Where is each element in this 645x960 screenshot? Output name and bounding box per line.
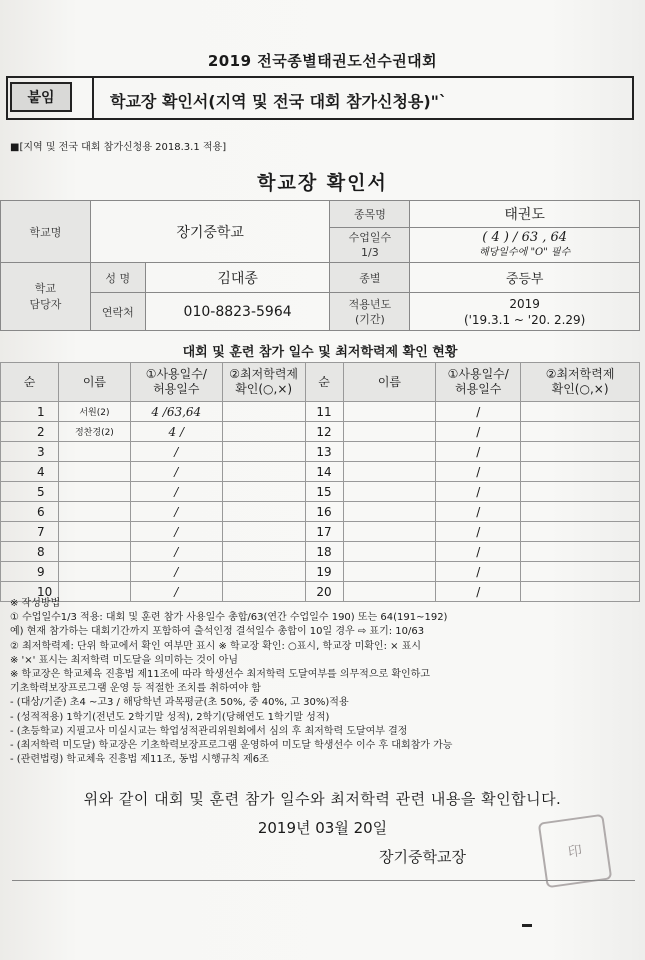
person-label-line2: 담당자	[29, 297, 62, 311]
row-days: /	[130, 482, 222, 502]
col-days-left	[130, 363, 222, 402]
row-check	[222, 562, 305, 582]
instruction-line: ※ 학교장은 학교체육 진흥법 제11조에 따라 학생선수 최저학력 도달여부를 의무적으로 확인하고	[10, 669, 430, 681]
days-value: ( 4 ) / 63 , 64	[482, 230, 568, 245]
row-name	[58, 562, 130, 582]
instruction-line: - (최저학력 미도달) 학교장은 기초학력보장프로그램 운영하여 미도달 학생선수 이수 후 대회참가 가능	[10, 740, 453, 752]
days-label	[330, 228, 410, 263]
scan-mark	[522, 924, 532, 927]
person-label	[1, 263, 91, 331]
row-days: /	[130, 462, 222, 482]
row-days: /	[130, 442, 222, 462]
col-days-line2: 허용일수	[455, 382, 502, 396]
row-number: 6	[1, 502, 59, 522]
row-number: 19	[305, 562, 343, 582]
school-name: 장기중학교	[90, 201, 330, 263]
instruction-line: 기초학력보장프로그램 운영 등 적절한 조치를 취하여야 함	[10, 683, 261, 695]
row-number: 13	[305, 442, 343, 462]
row-number: 2	[1, 422, 59, 442]
row-number: 3	[1, 442, 59, 462]
row-check	[521, 542, 640, 562]
row-name	[58, 522, 130, 542]
row-days: /	[436, 422, 521, 442]
row-number: 9	[1, 562, 59, 582]
school-label: 학교명	[1, 201, 91, 263]
row-days: /	[130, 502, 222, 522]
row-name	[343, 482, 436, 502]
row-days: /	[436, 582, 521, 602]
instruction-line: ※ '×' 표시는 최저학력 미도달을 의미하는 것이 아님	[10, 654, 239, 666]
table-row	[1, 442, 640, 462]
row-check	[521, 522, 640, 542]
contact-label: 연락처	[90, 293, 145, 331]
row-check	[222, 442, 305, 462]
row-number: 12	[305, 422, 343, 442]
official-seal-stamp: 印	[538, 814, 613, 889]
col-check-line1: ②최저학력제	[229, 367, 298, 381]
row-number: 1	[1, 402, 59, 422]
name-value: 김대종	[145, 263, 330, 293]
attachment-badge: 붙임	[10, 82, 72, 112]
col-name-left: 이름	[58, 363, 130, 402]
row-check	[521, 562, 640, 582]
row-days: /	[130, 522, 222, 542]
row-number: 10	[1, 582, 59, 602]
row-days: /	[436, 442, 521, 462]
row-name	[343, 522, 436, 542]
header-title: 학교장 확인서(지역 및 전국 대회 참가신청용)"`	[110, 92, 448, 111]
col-check-right	[521, 363, 640, 402]
header-divider	[92, 78, 94, 118]
row-number: 4	[1, 462, 59, 482]
info-table	[0, 200, 640, 331]
row-check	[222, 522, 305, 542]
row-check	[222, 502, 305, 522]
division-label: 종별	[330, 263, 410, 293]
event-label: 종목명	[330, 201, 410, 228]
instruction-line: - (성적적용) 1학기(전년도 2학기말 성적), 2학기(당해연도 1학기말 성적)	[10, 711, 330, 723]
row-number: 16	[305, 502, 343, 522]
year-value: 2019	[509, 296, 540, 311]
row-name	[58, 482, 130, 502]
division-value: 중등부	[410, 263, 640, 293]
row-days: /	[436, 562, 521, 582]
row-days: /	[436, 542, 521, 562]
days-cell	[410, 228, 640, 263]
col-check-left	[222, 363, 305, 402]
participation-rows	[1, 402, 640, 602]
row-check	[222, 482, 305, 502]
row-days: /	[436, 482, 521, 502]
confirmation-statement: 위와 같이 대회 및 훈련 참가 일수와 최저학력 관련 내용을 확인합니다.	[83, 790, 562, 808]
table-row	[1, 522, 640, 542]
col-check-line2: 확인(○,×)	[551, 382, 609, 396]
row-days: /	[436, 462, 521, 482]
table-row	[1, 422, 640, 442]
col-days-line1: ①사용일수/	[447, 367, 509, 381]
row-number: 14	[305, 462, 343, 482]
issue-date: 2019년 03월 20일	[257, 819, 388, 837]
row-number: 8	[1, 542, 59, 562]
days-note: 해당일수에 "O" 필수	[478, 247, 571, 258]
col-name-right: 이름	[343, 363, 436, 402]
row-number: 18	[305, 542, 343, 562]
event-title: 2019 전국종별태권도선수권대회	[207, 52, 438, 70]
year-label-line1: 적용년도	[348, 297, 392, 311]
contact-value: 010-8823-5964	[145, 293, 330, 331]
table-row	[1, 462, 640, 482]
row-name	[343, 502, 436, 522]
row-number: 20	[305, 582, 343, 602]
row-days: /	[130, 562, 222, 582]
principal-signature: 장기중학교장	[379, 848, 466, 866]
row-name	[343, 562, 436, 582]
row-check	[222, 402, 305, 422]
row-days: /	[130, 542, 222, 562]
row-check	[521, 402, 640, 422]
year-cell	[410, 293, 640, 331]
row-check	[521, 482, 640, 502]
document-title: 학교장 확인서	[257, 172, 388, 194]
row-name: 서원(2)	[58, 402, 130, 422]
row-name	[343, 402, 436, 422]
table-row	[1, 482, 640, 502]
year-label-line2: (기간)	[354, 312, 385, 326]
instruction-line: ② 최저학력제: 단위 학교에서 확인 여부만 표시 ※ 학교장 확인: ○표시, 학교장 미확인: × 표시	[10, 640, 422, 652]
row-number: 15	[305, 482, 343, 502]
col-no-left: 순	[1, 363, 59, 402]
row-number: 7	[1, 522, 59, 542]
col-check-line2: 확인(○,×)	[235, 382, 293, 396]
row-days: /	[436, 502, 521, 522]
row-number: 17	[305, 522, 343, 542]
row-name	[58, 502, 130, 522]
row-number: 5	[1, 482, 59, 502]
row-name	[58, 442, 130, 462]
bottom-divider	[12, 880, 635, 881]
row-name: 정찬경(2)	[58, 422, 130, 442]
instruction-line: - (대상/기준) 초4 ~고3 / 해당학년 과목평균(초 50%, 중 40%, 고 30%)적용	[10, 697, 349, 709]
row-days: /	[436, 402, 521, 422]
col-days-line2: 허용일수	[153, 382, 200, 396]
row-name	[343, 542, 436, 562]
row-check	[222, 542, 305, 562]
instruction-line: 예) 현재 참가하는 대회기간까지 포함하여 출석인정 결석일수 총합이 10일 경우 ⇨ 표기: 10/63	[10, 626, 425, 638]
event-value: 태권도	[410, 201, 640, 228]
person-label-line1: 학교	[34, 281, 57, 295]
instruction-line: ※ 작성방법	[10, 598, 61, 609]
section-title: 대회 및 훈련 참가 일수 및 최저학력제 확인 현황	[182, 345, 458, 360]
table-row	[1, 502, 640, 522]
row-check	[222, 422, 305, 442]
row-name	[343, 422, 436, 442]
row-days: 4 /	[130, 422, 222, 442]
days-label-line1: 수업일수	[348, 231, 392, 244]
year-label	[330, 293, 410, 331]
row-days: 4 /63,64	[130, 402, 222, 422]
col-days-right	[436, 363, 521, 402]
table-row	[1, 542, 640, 562]
row-check	[222, 462, 305, 482]
row-check	[521, 442, 640, 462]
col-days-line1: ①사용일수/	[145, 367, 207, 381]
participation-table	[0, 362, 640, 602]
form-note: ■[지역 및 전국 대회 참가신청용 2018.3.1 적용]	[10, 142, 227, 153]
row-name	[58, 462, 130, 482]
row-name	[58, 542, 130, 562]
year-period: ('19.3.1 ~ '20. 2.29)	[463, 312, 586, 327]
row-number: 11	[305, 402, 343, 422]
row-name	[343, 442, 436, 462]
row-check	[521, 502, 640, 522]
table-row	[1, 562, 640, 582]
row-check	[521, 422, 640, 442]
name-label: 성 명	[90, 263, 145, 293]
row-name	[343, 462, 436, 482]
col-no-right: 순	[305, 363, 343, 402]
instruction-line: ① 수업일수1/3 적용: 대회 및 훈련 참가 사용일수 총합/63(연간 수업일수 190) 또는 64(191~192)	[10, 612, 448, 624]
instruction-line: - (초등학교) 지필고사 미실시교는 학업성적관리위원회에서 심의 후 최저학력 도달여부 결정	[10, 725, 408, 737]
instructions	[10, 597, 635, 767]
col-check-line1: ②최저학력제	[545, 367, 615, 381]
row-check	[521, 462, 640, 482]
row-days: /	[130, 582, 222, 602]
table-row	[1, 402, 640, 422]
days-label-line2: 1/3	[361, 246, 379, 259]
row-days: /	[436, 522, 521, 542]
instruction-line: - (관련법령) 학교체육 진흥법 제11조, 동법 시행규칙 제6조	[10, 754, 269, 766]
